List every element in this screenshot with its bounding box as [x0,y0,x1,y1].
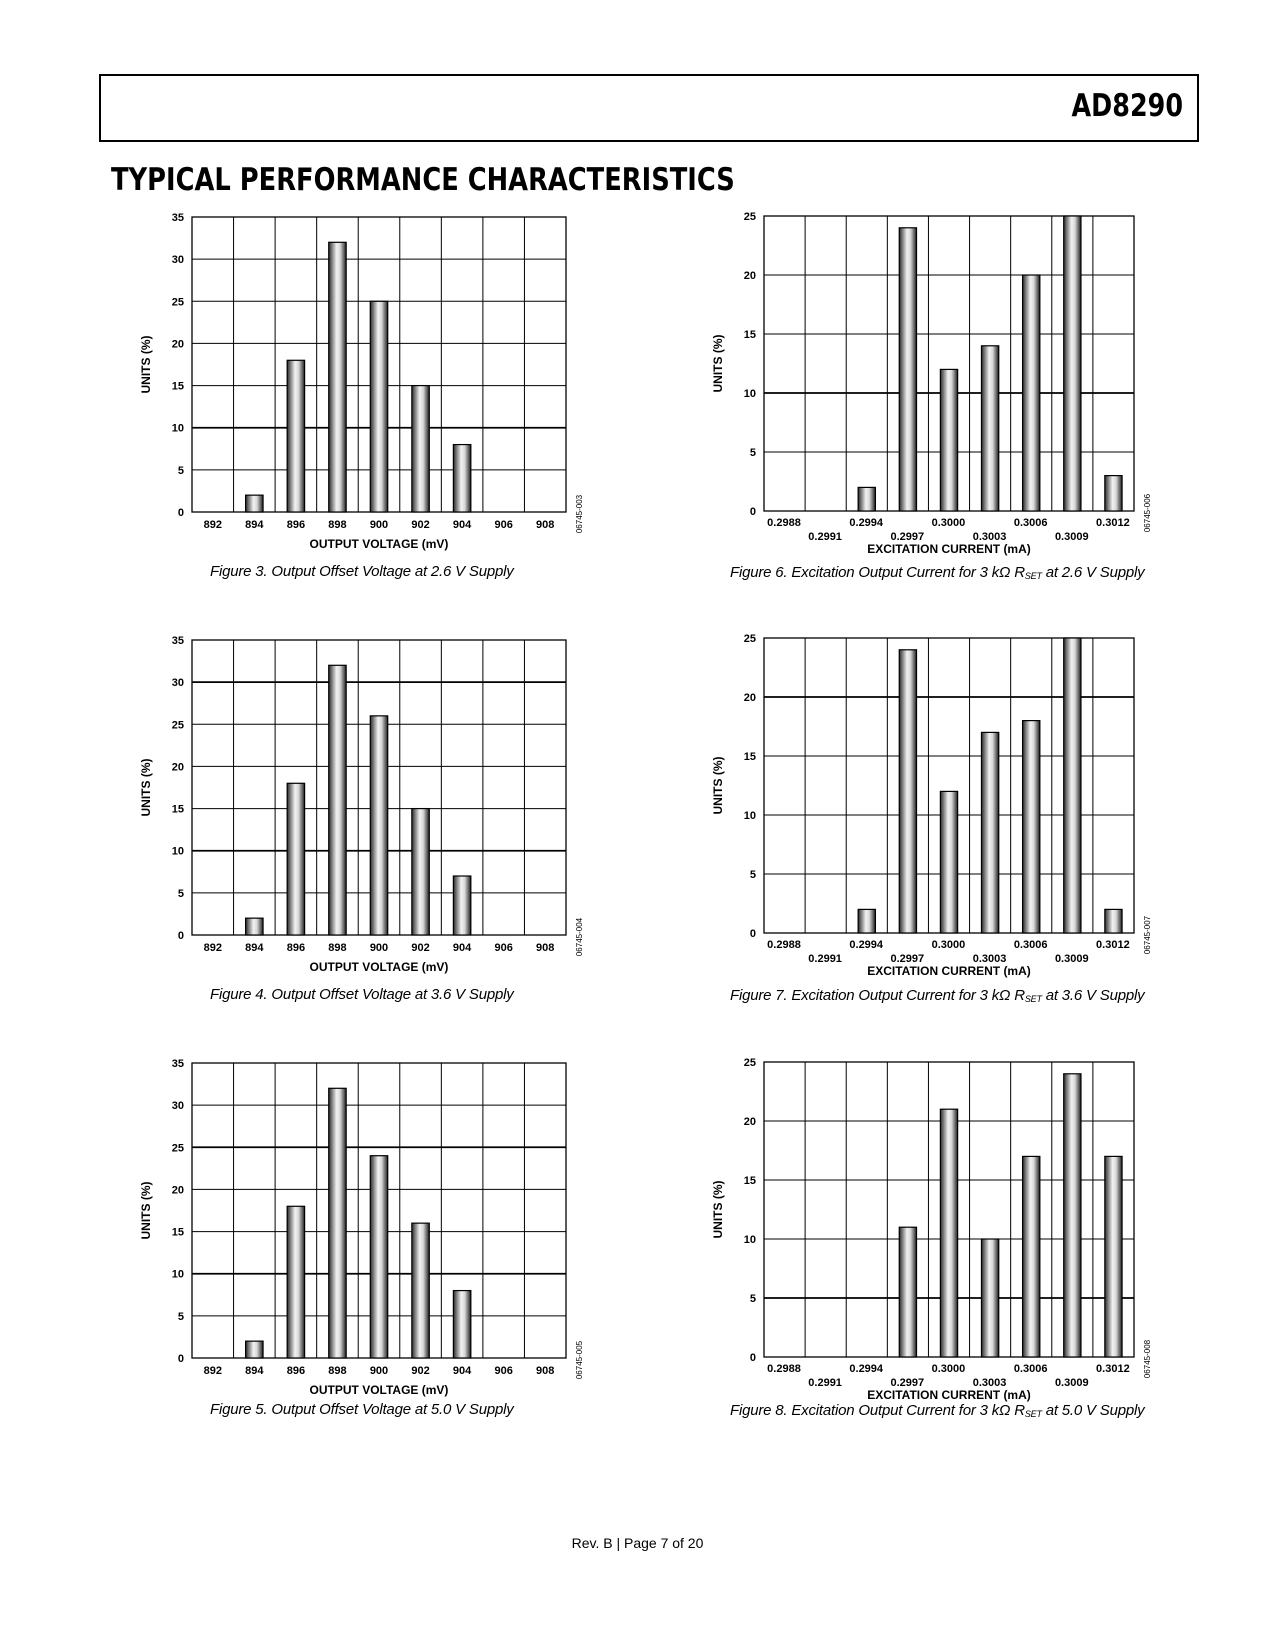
x-axis-label: EXCITATION CURRENT (mA) [867,964,1031,978]
x-tick-label: 902 [411,942,430,954]
bar-898 [329,242,346,512]
y-axis-label: UNITS (%) [711,756,725,815]
plot-area [192,640,566,935]
plot-area [764,638,1134,933]
y-tick-label: 5 [177,887,184,900]
y-tick-label: 20 [743,1116,756,1128]
bar-0.3003 [981,732,998,933]
caption-text: at 5.0 V Supply [1041,1402,1145,1419]
bar-898 [329,665,346,935]
plot-frame [764,638,1134,933]
x-tick-label: 898 [328,1365,347,1377]
caption-text: Figure 7. Excitation Output Current for 3 kΩ R [730,987,1025,1004]
bar-896 [287,360,304,512]
y-tick-label: 30 [171,677,184,690]
bar-0.3000 [940,369,957,511]
caption-text: Figure 3. Output Offset Voltage at 2.6 V Supply [210,563,514,580]
x-tick-label: 0.3000 [931,1363,966,1375]
x-tick-label: 902 [411,519,430,531]
plot-frame [764,216,1134,511]
caption-text: Figure 5. Output Offset Voltage at 5.0 V Supply [210,1401,514,1418]
bar-0.3009 [1064,216,1081,511]
bar-0.3009 [1064,638,1081,933]
x-tick-label: 906 [494,519,513,531]
plot-area [764,1062,1134,1357]
y-tick-label: 0 [177,930,184,942]
y-tick-label: 10 [743,388,756,400]
figure-caption [210,986,514,1003]
figure-tag: 06745-007 [1143,915,1152,955]
x-tick-label: 0.3003 [972,1377,1007,1389]
bar-904 [453,1291,470,1358]
x-tick-label: 894 [245,942,264,954]
y-tick-label: 10 [171,845,184,858]
bar-0.3012 [1105,1156,1122,1357]
y-axis-label: UNITS (%) [139,335,153,394]
figure-caption [210,563,514,580]
x-tick-label: 0.3000 [931,517,966,529]
bar-902 [412,386,429,512]
bar-898 [329,1088,346,1358]
x-tick-label: 0.2988 [767,517,801,529]
y-tick-label: 25 [171,1142,184,1155]
x-tick-label: 900 [369,519,389,531]
chart-fig5 [139,1058,584,1397]
figure-tag: 06745-005 [575,1340,584,1380]
x-tick-label: 896 [286,1365,306,1377]
bar-0.3006 [1023,1156,1040,1357]
bar-896 [287,783,304,935]
x-axis-label: OUTPUT VOLTAGE (mV) [309,960,449,974]
x-axis-label: EXCITATION CURRENT (mA) [867,542,1031,556]
x-tick-label: 0.2994 [849,1363,884,1375]
x-tick-label: 904 [452,1365,472,1377]
y-axis-label: UNITS (%) [711,334,725,393]
figure-tag: 06745-008 [1143,1339,1152,1379]
bar-904 [453,445,470,512]
x-tick-label: 0.2997 [890,531,925,543]
bar-0.3003 [981,1239,998,1357]
x-tick-label: 0.2988 [767,939,801,951]
x-tick-label: 0.3012 [1096,1363,1130,1375]
plot-area [192,217,566,512]
y-tick-label: 20 [743,270,756,282]
y-tick-label: 0 [749,506,756,518]
x-tick-label: 0.2994 [849,939,884,951]
y-tick-label: 5 [749,1293,756,1305]
y-tick-label: 5 [177,1310,184,1323]
y-tick-label: 15 [743,329,756,341]
x-tick-label: 0.3009 [1054,1377,1089,1389]
y-tick-label: 20 [171,338,184,351]
caption-text: Figure 6. Excitation Output Current for 3 kΩ R [730,564,1025,581]
y-tick-label: 5 [177,464,184,477]
bar-0.2997 [899,1227,916,1357]
x-tick-label: 908 [536,519,555,531]
y-tick-label: 35 [171,212,184,224]
x-tick-label: 0.2997 [890,953,925,965]
chart-fig8 [711,1057,1152,1402]
y-tick-label: 15 [743,1175,756,1187]
x-tick-label: 904 [452,519,472,531]
chart-fig7 [711,633,1152,978]
y-axis-label: UNITS (%) [711,1180,725,1239]
x-tick-label: 0.3009 [1054,953,1089,965]
x-tick-label: 906 [494,1365,513,1377]
x-tick-label: 898 [328,519,347,531]
x-tick-label: 0.3003 [972,531,1007,543]
x-tick-label: 896 [286,519,306,531]
x-axis-label: OUTPUT VOLTAGE (mV) [309,537,449,551]
x-tick-label: 0.3006 [1013,517,1048,529]
y-tick-label: 15 [171,1226,184,1239]
y-tick-label: 20 [171,761,184,774]
y-tick-label: 25 [171,296,184,309]
y-axis-label: UNITS (%) [139,1181,153,1240]
bar-0.3000 [940,791,957,933]
bar-0.3009 [1064,1074,1081,1357]
x-tick-label: 892 [203,942,222,954]
bar-0.2994 [858,909,875,933]
figure-caption [730,564,1144,581]
y-tick-label: 10 [743,810,756,822]
x-axis-label: OUTPUT VOLTAGE (mV) [309,1383,449,1397]
plot-frame [192,1063,566,1358]
y-tick-label: 20 [743,692,756,704]
x-tick-label: 0.3003 [972,953,1007,965]
bar-0.2997 [899,650,916,933]
caption-text: at 3.6 V Supply [1041,987,1145,1004]
x-tick-label: 0.2991 [808,531,842,543]
x-tick-label: 894 [245,519,264,531]
plot-area [192,1063,566,1358]
caption-text: Figure 4. Output Offset Voltage at 3.6 V Supply [210,986,514,1003]
x-tick-label: 894 [245,1365,264,1377]
x-tick-label: 908 [536,1365,555,1377]
y-tick-label: 0 [177,1353,184,1365]
y-tick-label: 25 [743,211,756,223]
caption-text: at 2.6 V Supply [1041,564,1145,581]
bar-900 [370,1156,387,1358]
chart-fig4 [139,635,584,974]
bar-902 [412,809,429,935]
chart-fig3 [139,212,584,551]
bar-894 [246,495,263,512]
x-tick-label: 902 [411,1365,430,1377]
y-tick-label: 10 [171,1268,184,1281]
caption-subscript: SET [1024,994,1042,1004]
x-tick-label: 0.2994 [849,517,884,529]
figure-caption [730,1402,1144,1419]
y-tick-label: 25 [743,633,756,645]
y-tick-label: 15 [743,751,756,763]
plot-frame [192,217,566,512]
figure-caption [730,987,1144,1004]
bar-0.3000 [940,1109,957,1357]
bar-904 [453,876,470,935]
x-axis-label: EXCITATION CURRENT (mA) [867,1388,1031,1402]
header-box [99,74,1199,142]
part-number: AD8290 [1071,88,1183,124]
bar-0.3003 [981,346,998,511]
y-tick-label: 35 [171,635,184,647]
bar-0.3012 [1105,909,1122,933]
x-tick-label: 900 [369,942,389,954]
y-tick-label: 15 [171,380,184,393]
x-tick-label: 0.2997 [890,1377,925,1389]
bar-900 [370,716,387,935]
x-tick-label: 908 [536,942,555,954]
bar-894 [246,918,263,935]
x-tick-label: 0.3006 [1013,939,1048,951]
caption-subscript: SET [1024,1409,1042,1419]
figure-tag: 06745-004 [575,917,584,957]
y-tick-label: 0 [177,507,184,519]
x-tick-label: 0.3009 [1054,531,1089,543]
bar-0.2997 [899,228,916,511]
bar-896 [287,1206,304,1358]
bar-900 [370,301,387,512]
caption-subscript: SET [1024,571,1042,581]
x-tick-label: 0.3000 [931,939,966,951]
x-tick-label: 892 [203,519,222,531]
x-tick-label: 904 [452,942,472,954]
caption-text: Figure 8. Excitation Output Current for 3 kΩ R [730,1402,1025,1419]
y-tick-label: 15 [171,803,184,816]
bar-0.3006 [1023,275,1040,511]
page-footer: Rev. B | Page 7 of 20 [571,1535,704,1551]
bar-902 [412,1223,429,1358]
y-tick-label: 10 [743,1234,756,1246]
x-tick-label: 0.2988 [767,1363,801,1375]
bar-0.3012 [1105,476,1122,511]
x-tick-label: 0.2991 [808,1377,842,1389]
x-tick-label: 0.3012 [1096,939,1130,951]
x-tick-label: 898 [328,942,347,954]
y-tick-label: 25 [171,719,184,732]
y-axis-label: UNITS (%) [139,758,153,817]
x-tick-label: 0.3012 [1096,517,1130,529]
y-tick-label: 25 [743,1057,756,1069]
y-tick-label: 35 [171,1058,184,1070]
y-tick-label: 0 [749,1352,756,1364]
y-tick-label: 5 [749,447,756,459]
x-tick-label: 900 [369,1365,389,1377]
figure-tag: 06745-003 [575,494,584,534]
plot-area [764,216,1134,511]
plot-frame [192,640,566,935]
y-tick-label: 5 [749,869,756,881]
x-tick-label: 0.3006 [1013,1363,1048,1375]
bar-0.3006 [1023,721,1040,933]
x-tick-label: 892 [203,1365,222,1377]
y-tick-label: 0 [749,928,756,940]
x-tick-label: 896 [286,942,306,954]
y-tick-label: 30 [171,254,184,267]
bar-894 [246,1341,263,1358]
y-tick-label: 10 [171,422,184,435]
section-title: TYPICAL PERFORMANCE CHARACTERISTICS [111,162,735,198]
figure-tag: 06745-006 [1143,493,1152,533]
y-tick-label: 30 [171,1100,184,1113]
x-tick-label: 906 [494,942,513,954]
bar-0.2994 [858,487,875,511]
chart-fig6 [711,211,1152,556]
figure-caption [210,1401,514,1418]
x-tick-label: 0.2991 [808,953,842,965]
y-tick-label: 20 [171,1184,184,1197]
plot-frame [764,1062,1134,1357]
